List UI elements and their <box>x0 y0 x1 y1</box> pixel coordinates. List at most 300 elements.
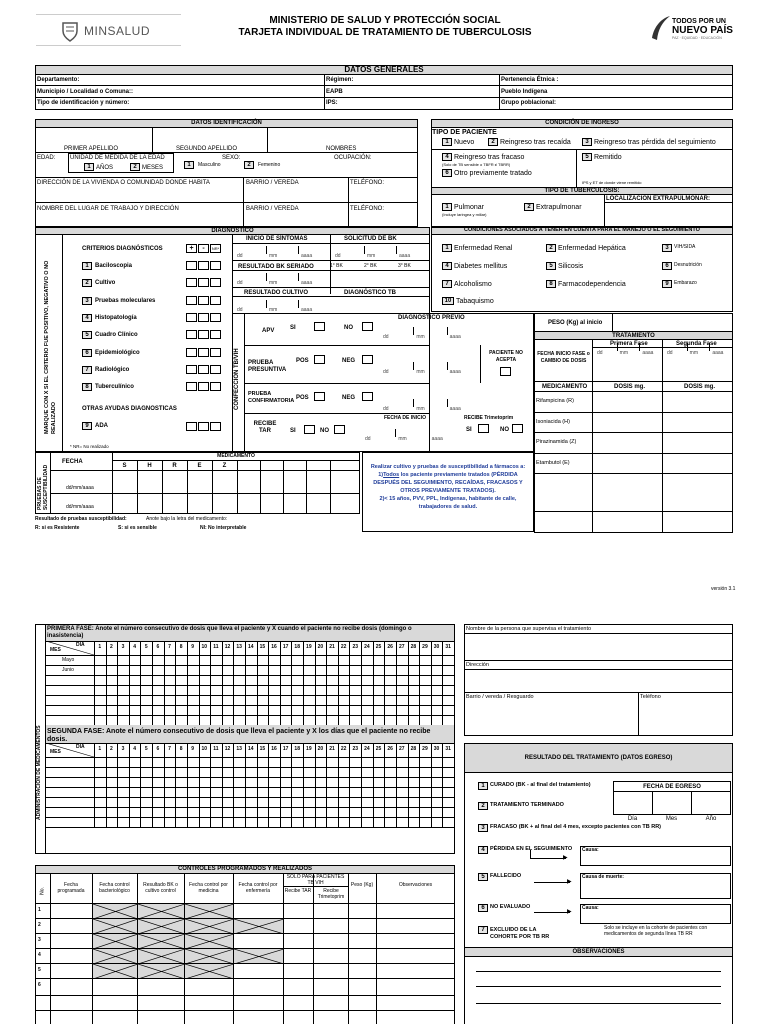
presuntiva-pos-box[interactable] <box>314 355 325 364</box>
day-header: 12 <box>224 746 231 752</box>
peso-inicio-label: PESO (Kg) al inicio <box>548 320 603 326</box>
cultivo-note-l1c: los paciente previamente tratados (PÉRDIDA DESPUÉS DEL SEGUIMIENTO, RECAÍDAS, FRACASOS Y OTROS PREVIAMENTE TRATADOS). <box>373 472 523 494</box>
direccion-label: DIRECCIÓN DE LA VIVIENDA O COMUNIDAD DONDE HABITA <box>37 180 210 186</box>
disabled-cell <box>138 934 184 948</box>
day-header: 8 <box>179 644 183 650</box>
dia-label: DIA <box>76 744 85 750</box>
month-label: Mayo <box>62 657 75 663</box>
day-header: 19 <box>306 746 312 752</box>
condicion-number[interactable]: 4 <box>442 262 452 270</box>
condicion-ingreso-title: CONDICIÓN DE INGRESO <box>545 120 619 126</box>
bk-dd: dd <box>237 280 243 286</box>
day-header: 5 <box>144 746 148 752</box>
day-header: 16 <box>271 746 277 752</box>
criterio-label: Baciloscopia <box>95 263 133 269</box>
cross-mark <box>93 964 137 978</box>
day-header: 8 <box>179 746 183 752</box>
day-header: 10 <box>201 746 208 752</box>
nr-note: * NR= No realizado <box>70 444 109 449</box>
swoosh-icon <box>648 14 672 42</box>
condicion-label: Silicosis <box>558 263 584 270</box>
control-row-number: 4 <box>38 952 41 958</box>
arrow-line <box>530 858 566 859</box>
day-header: 17 <box>282 644 289 650</box>
disabled-cell <box>138 904 184 918</box>
day-header: 6 <box>156 644 160 650</box>
condicion-number[interactable]: 7 <box>442 280 452 288</box>
criterio-nr-box[interactable] <box>210 330 221 339</box>
departamento-label: Departamento: <box>37 77 80 83</box>
criterio-pos-box[interactable] <box>186 261 197 270</box>
disabled-cell <box>93 949 137 963</box>
susc-ni: NI: No interpretable <box>200 525 247 531</box>
condicion-number[interactable]: 9 <box>662 280 672 288</box>
medicamento-row-label: Pirazinamida (Z) <box>536 439 577 445</box>
day-header: 14 <box>247 746 254 752</box>
criterio-neg-box[interactable] <box>198 313 209 322</box>
fase1-dd: dd <box>597 350 603 356</box>
day-header: 30 <box>433 746 440 752</box>
ada-neg[interactable] <box>198 422 209 431</box>
controles-header: No. <box>39 887 46 895</box>
tipo-paciente-label: TIPO DE PACIENTE <box>432 129 497 136</box>
criterio-pos-box[interactable] <box>186 365 197 374</box>
fase1-mm: mm <box>619 350 628 356</box>
criterio-nr-box[interactable] <box>210 278 221 287</box>
resultado-option[interactable]: 2 <box>478 802 488 810</box>
causa-label: Causa de muerte: <box>582 874 624 880</box>
pueblo-label: Pueblo Indígena <box>501 89 548 95</box>
cultivo-dd: dd <box>237 307 243 313</box>
mes-label: MES <box>50 749 61 755</box>
criterio-neg-box[interactable] <box>198 382 209 391</box>
supervisor-barrio-label: Barrio / vereda / Resguardo <box>466 694 534 700</box>
confeccion-side-label: CONFECCIÓN TB/VIH <box>234 348 240 410</box>
egreso-dia-label: Día <box>627 816 638 822</box>
day-header: 5 <box>144 644 148 650</box>
criterio-nr-box[interactable] <box>210 382 221 391</box>
ocupacion-label: OCUPACIÓN: <box>334 155 372 161</box>
recibe-tar-label: RECIBE TAR <box>253 421 277 434</box>
condicion-label: VIH/SIDA <box>674 244 696 250</box>
segunda-fase-label: Segunda Fase <box>676 341 717 347</box>
anios-option[interactable]: 1 <box>84 163 94 171</box>
day-header: 2 <box>110 644 113 650</box>
day-header: 3 <box>121 644 125 650</box>
day-header: 22 <box>340 644 347 650</box>
condicion-label: Embarazo <box>674 280 697 286</box>
arrow-stem <box>530 850 531 858</box>
susc-col-S: S <box>122 463 127 469</box>
criterio-number: 2 <box>82 279 92 287</box>
eapb-label: EAPB <box>326 89 343 95</box>
criterio-neg-box[interactable] <box>198 365 209 374</box>
criterio-label: Tuberculínico <box>95 384 134 391</box>
reingreso-perdida-label: Reingreso tras pérdida del seguimiento <box>594 139 716 146</box>
fase1-aaaa: aaaa <box>642 350 654 356</box>
day-header: 6 <box>156 746 160 752</box>
controles-header: Fecha programada <box>57 882 85 894</box>
confirmatoria-pos-label: POS <box>296 395 309 401</box>
form-title-2: TARJETA INDIVIDUAL DE TRATAMIENTO DE TUBERCULOSIS <box>238 27 532 38</box>
cross-mark <box>138 949 184 963</box>
tipo-id-label: Tipo de identificación y número: <box>37 100 130 106</box>
cross-mark <box>93 904 137 918</box>
criterio-number: 4 <box>82 314 92 322</box>
condicion-label: Farmacodependencia <box>558 281 626 288</box>
day-header: 16 <box>271 644 277 650</box>
day-header: 21 <box>329 644 335 650</box>
disabled-cell <box>93 904 137 918</box>
barrio-label: BARRIO / VEREDA <box>246 180 299 186</box>
sexo-label: SEXO: <box>222 155 241 161</box>
control-row-number: 2 <box>38 922 41 928</box>
day-header: 15 <box>259 746 266 752</box>
primera-fase-label: Primera Fase <box>610 341 648 347</box>
confirmatoria-pos-box[interactable] <box>314 392 325 401</box>
day-header: 18 <box>294 644 300 650</box>
prev-aaaa: aaaa <box>449 334 461 340</box>
cross-mark <box>185 919 233 933</box>
dia-label: DIA <box>76 642 85 648</box>
reingreso-perdida-option[interactable]: 3 <box>582 138 592 146</box>
extrapulmonar-label: Extrapulmonar <box>536 204 582 211</box>
criterio-pos-box[interactable] <box>186 348 197 357</box>
mes-label: MES <box>50 647 61 653</box>
arrow-head-icon: ▶ <box>563 855 568 861</box>
municipio-label: Municipio / Localidad o Comuna:: <box>37 89 133 95</box>
prueba-presuntiva-label: PRUEBA PRESUNTIVA <box>248 360 287 373</box>
causa-label: Causa: <box>582 847 599 853</box>
ips-label: IPS: <box>326 100 338 106</box>
apv-si-box[interactable] <box>314 322 325 331</box>
primer-apellido-label: PRIMER APELLIDO <box>64 146 119 152</box>
arrow-line <box>534 882 570 883</box>
meses-option[interactable]: 2 <box>130 163 140 171</box>
pertenencia-label: Pertenencia Étnica : <box>501 77 559 83</box>
day-header: 1 <box>98 746 102 752</box>
otras-ayudas-label: OTRAS AYUDAS DIAGNOSTICAS <box>82 406 177 412</box>
femenino-option[interactable]: 2 <box>244 161 254 169</box>
criterio-pos-box[interactable] <box>186 278 197 287</box>
criterio-pos-box[interactable] <box>186 313 197 322</box>
criterio-number: 3 <box>82 297 92 305</box>
day-header: 31 <box>445 746 451 752</box>
ada-number: 9 <box>82 422 92 430</box>
day-header: 23 <box>352 746 359 752</box>
tar-si-label: SI <box>290 428 296 434</box>
nuevo-option[interactable]: 1 <box>442 138 452 146</box>
controles-header: Fecha control por enfermería <box>238 882 278 894</box>
day-header: 7 <box>168 746 171 752</box>
disabled-cell <box>138 964 184 978</box>
logo-right-line-1: TODOS POR UN <box>672 18 726 25</box>
apv-label: APV <box>262 328 275 334</box>
unidad-medida-label: UNIDAD DE MEDIDA DE LA EDAD <box>70 155 165 161</box>
criterio-number: 1 <box>82 262 92 270</box>
condiciones-title: CONDICIONES ASOCIADOS A TENER EN CUENTA PARA EL MANEJO O EL SEGUIMIENTO <box>464 227 700 233</box>
day-header: 14 <box>247 644 254 650</box>
otro-label: Otro previamente tratado <box>454 170 532 177</box>
cross-mark <box>93 949 137 963</box>
criterio-pos-box[interactable] <box>186 296 197 305</box>
criterio-neg-box[interactable] <box>198 261 209 270</box>
trimeto-no-label: NO <box>500 427 509 433</box>
day-header: 23 <box>352 644 359 650</box>
recibe-trimeto-label: RECIBE Trimetoprim <box>464 415 514 421</box>
criterio-pos-box[interactable] <box>186 330 197 339</box>
bk1-label: 1° BK <box>330 263 343 269</box>
condicion-number[interactable]: 10 <box>442 297 454 305</box>
fecha-inicio-aaaa: aaaa <box>431 436 443 442</box>
criterio-label: Histopatología <box>95 314 137 321</box>
dosis1-label: DOSIS mg. <box>614 384 646 390</box>
solicitud-dd: dd <box>335 253 341 259</box>
criterio-nr-box[interactable] <box>210 348 221 357</box>
remitido-option[interactable]: 5 <box>582 153 592 161</box>
fecha-inicio-label: FECHA DE INICIO <box>384 415 427 421</box>
sintomas-dd: dd <box>237 253 243 259</box>
controles-title: CONTROLES PROGRAMADOS Y REALIZADOS <box>177 866 313 872</box>
month-label: Junio <box>62 667 74 673</box>
supervisor-section <box>464 624 733 736</box>
day-header: 21 <box>329 746 335 752</box>
pulmonar-option[interactable]: 1 <box>442 203 452 211</box>
ada-nr[interactable] <box>210 422 221 431</box>
reingreso-fracaso-label: Reingreso tras fracaso <box>454 154 525 161</box>
grupo-label: Grupo poblacional: <box>501 100 556 106</box>
resultado-cultivo-label: RESULTADO CULTIVO <box>244 290 308 296</box>
prev-dd: dd <box>383 334 389 340</box>
resultado-option[interactable]: 3 <box>478 824 488 832</box>
controles-header: Resultado BK o cultivo control <box>143 882 178 894</box>
condicion-label: Enfermedad Renal <box>454 245 513 252</box>
cultivo-note <box>366 463 530 511</box>
minsalud-logo <box>36 14 181 46</box>
egreso-mes-label: Mes <box>665 816 678 822</box>
confirm-mm: mm <box>416 406 425 412</box>
day-header: 30 <box>433 644 440 650</box>
presuntiva-neg-label: NEG <box>342 358 356 364</box>
medicamento-row-label: Etambutol (E) <box>536 459 570 466</box>
lugar-trabajo-label: NOMBRE DEL LUGAR DE TRABAJO Y DIRECCIÓN <box>37 206 179 212</box>
cultivo-mm: mm <box>269 307 278 313</box>
day-header: 28 <box>410 644 417 650</box>
paciente-no-acepta-box[interactable] <box>500 367 511 376</box>
apv-si-label: SI <box>290 325 296 331</box>
reingreso-recaida-option[interactable]: 2 <box>488 138 498 146</box>
day-header: 29 <box>422 746 428 752</box>
criterio-number: 7 <box>82 366 92 374</box>
condicion-label: Alcoholismo <box>454 281 492 288</box>
resultado-label: CURADO (BK - al final del tratamiento) <box>490 782 591 788</box>
meses-label: MESES <box>142 165 164 171</box>
bk2-label: 2° BK <box>364 263 377 269</box>
criterio-number: 6 <box>82 349 92 357</box>
inicio-sintomas-label: INICIO DE SÍNTOMAS <box>246 236 308 242</box>
criterio-nr-box[interactable] <box>210 365 221 374</box>
day-header: 13 <box>236 746 242 752</box>
condicion-number[interactable]: 2 <box>546 244 556 252</box>
solo-para-label: SOLO PARA PACIENTES TB VIH <box>286 874 345 886</box>
condicion-number[interactable]: 6 <box>662 262 672 270</box>
anios-label: AÑOS <box>96 165 114 171</box>
condicion-label: Diabetes mellitus <box>454 263 508 270</box>
fecha-egreso-label: FECHA DE EGRESO <box>643 784 701 790</box>
criterio-neg-box[interactable] <box>198 330 209 339</box>
barrio2-label: BARRIO / VEREDA <box>246 206 299 212</box>
day-header: 24 <box>364 644 370 650</box>
condicion-number[interactable]: 8 <box>546 280 556 288</box>
condicion-number[interactable]: 5 <box>546 262 556 270</box>
pulmonar-nota: (Incluye laringea y miliar) <box>442 212 487 217</box>
criterio-nr-box[interactable] <box>210 296 221 305</box>
cross-mark <box>185 934 233 948</box>
criterios-label: CRITERIOS DIAGNÓSTICOS <box>82 246 163 252</box>
edad-label: EDAD: <box>37 155 56 161</box>
day-header: 4 <box>133 746 137 752</box>
resultado-label: FALLECIDO <box>490 873 522 879</box>
criterio-neg-box[interactable] <box>198 348 209 357</box>
susc-s: S: si es sensible <box>118 525 157 531</box>
disabled-cell <box>138 949 184 963</box>
day-header: 1 <box>98 644 102 650</box>
day-header: 7 <box>168 644 171 650</box>
day-header: 29 <box>422 644 428 650</box>
susc-col-R: R <box>172 463 177 469</box>
day-header: 18 <box>294 746 300 752</box>
otro-option[interactable]: 6 <box>442 169 452 177</box>
day-header: 11 <box>213 644 219 650</box>
tratamiento-title: TRATAMIENTO <box>612 333 655 339</box>
susc-nota-titulo: Resultado de pruebas susceptibilidad: <box>35 516 127 522</box>
fecha-inicio-fase-label: FECHA INICIO FASE o CAMBIO DE DOSIS <box>537 351 590 364</box>
cultivo-note-l1a: 1) <box>378 472 384 478</box>
condicion-label: Tabaquismo <box>456 298 494 305</box>
cross-mark <box>185 904 233 918</box>
day-header: 27 <box>398 644 405 650</box>
minsalud-logo-text: MINSALUD <box>84 24 151 38</box>
fase2-dd: dd <box>667 350 673 356</box>
reingreso-fracaso-option[interactable]: 4 <box>442 153 452 161</box>
remitido-nota: IPS y ET de donde viene remitido <box>582 180 642 185</box>
egreso-anio-label: Año <box>705 816 717 822</box>
resultado-option[interactable]: 1 <box>478 782 488 790</box>
susceptibilidad-side-label: PRUEBAS DE SUSCEPTIBILIDAD <box>37 464 49 510</box>
coat-of-arms-icon <box>60 20 80 42</box>
cultivo-note-line2: 2)< 15 años, PVV, PPL, Indígenas, habitante de calle, trabajadores de salud. <box>379 496 517 510</box>
disabled-cell <box>234 919 283 933</box>
recibe-tar-header: Recibe TAR <box>284 888 312 894</box>
criterio-label: Cuadro Clínico <box>95 332 138 339</box>
disabled-cell <box>93 934 137 948</box>
causa-box <box>580 846 731 866</box>
controles-header: Peso (Kg) <box>350 882 374 888</box>
day-header: 2 <box>110 746 113 752</box>
cross-mark <box>234 919 283 933</box>
fase2-mm: mm <box>689 350 698 356</box>
controles-header: Fecha control bacteriológico <box>99 882 130 894</box>
controles-header: Observaciones <box>398 882 433 888</box>
resultado-option[interactable]: 7 <box>478 926 488 934</box>
tar-no-label: NO <box>320 428 329 434</box>
criterio-pos-box[interactable] <box>186 382 197 391</box>
cultivo-note-l1b: Todos <box>383 472 400 478</box>
condicion-number[interactable]: 1 <box>442 244 452 252</box>
day-header: 26 <box>387 746 393 752</box>
criterio-nr-box[interactable] <box>210 313 221 322</box>
paciente-no-acepta-label: PACIENTE NO ACEPTA <box>489 350 523 363</box>
presunt-dd: dd <box>383 369 389 375</box>
supervisor-telefono-label: Teléfono <box>640 694 661 700</box>
arrow-line <box>534 912 570 913</box>
dosis2-label: DOSIS mg. <box>684 384 716 390</box>
criterio-neg-box[interactable] <box>198 278 209 287</box>
disabled-cell <box>185 934 233 948</box>
presunt-mm: mm <box>416 369 425 375</box>
diagnostico-tb-label: DIAGNÓSTICO TB <box>344 290 396 296</box>
resultado-option[interactable]: 5 <box>478 873 488 881</box>
day-header: 12 <box>224 644 231 650</box>
loc-extra-label: LOCALIZACIÓN EXTRAPULMONAR: <box>606 196 710 202</box>
day-header: 4 <box>133 644 137 650</box>
condicion-number[interactable]: 3 <box>662 244 672 252</box>
criterio-number: 8 <box>82 383 92 391</box>
disabled-cell <box>93 964 137 978</box>
supervisor-direccion-label: Dirección <box>466 662 489 668</box>
cross-mark <box>185 964 233 978</box>
femenino-label: Femenino <box>258 162 281 168</box>
resultado-option[interactable]: 4 <box>478 846 488 854</box>
day-header: 25 <box>375 644 382 650</box>
day-header: 17 <box>282 746 289 752</box>
masculino-option[interactable]: 1 <box>184 161 194 169</box>
logo-right-line-2: NUEVO PAÍS <box>672 25 733 36</box>
form-title-1: MINISTERIO DE SALUD Y PROTECCIÓN SOCIAL <box>269 15 501 26</box>
control-row-number: 5 <box>38 967 41 973</box>
negativo-header: - <box>198 244 209 253</box>
resultado-label: FRACASO (BK + al final del 4 mes, excepto pacientes con TB RR) <box>490 824 661 830</box>
prueba-confirmatoria-label: PRUEBA CONFIRMATORIA <box>248 391 295 404</box>
extrapulmonar-option[interactable]: 2 <box>524 203 534 211</box>
nombres-label: NOMBRES <box>326 146 357 152</box>
diagonal-divider <box>46 743 94 757</box>
tar-no-box[interactable] <box>334 425 345 434</box>
disabled-cell <box>185 949 233 963</box>
confirm-dd: dd <box>383 406 389 412</box>
control-row-number: 6 <box>38 982 41 988</box>
diagnostico-side-label: MARQUE CON X SI EL CRITERIO FUE POSITIVO, NEGATIVO O NO REALIZADO <box>44 260 57 434</box>
criterio-nr-box[interactable] <box>210 261 221 270</box>
tar-si-box[interactable] <box>304 425 315 434</box>
criterio-label: Radiológico <box>95 366 130 373</box>
day-header: 19 <box>306 644 312 650</box>
ada-pos[interactable] <box>186 422 197 431</box>
disabled-cell <box>185 919 233 933</box>
cross-mark <box>93 934 137 948</box>
telefono2-label: TELÉFONO: <box>350 206 385 212</box>
day-header: 20 <box>317 644 324 650</box>
cultivo-aaaa: aaaa <box>301 307 313 313</box>
day-header: 31 <box>445 644 451 650</box>
criterio-neg-box[interactable] <box>198 296 209 305</box>
disabled-cell <box>93 919 137 933</box>
solicitud-bk-label: SOLICITUD DE BK <box>344 236 397 242</box>
susc-col-H: H <box>147 463 152 469</box>
susc-col-Z: Z <box>222 463 227 469</box>
segundo-apellido-label: SEGUNDO APELLIDO <box>176 146 238 152</box>
resultado-option[interactable]: 6 <box>478 904 488 912</box>
